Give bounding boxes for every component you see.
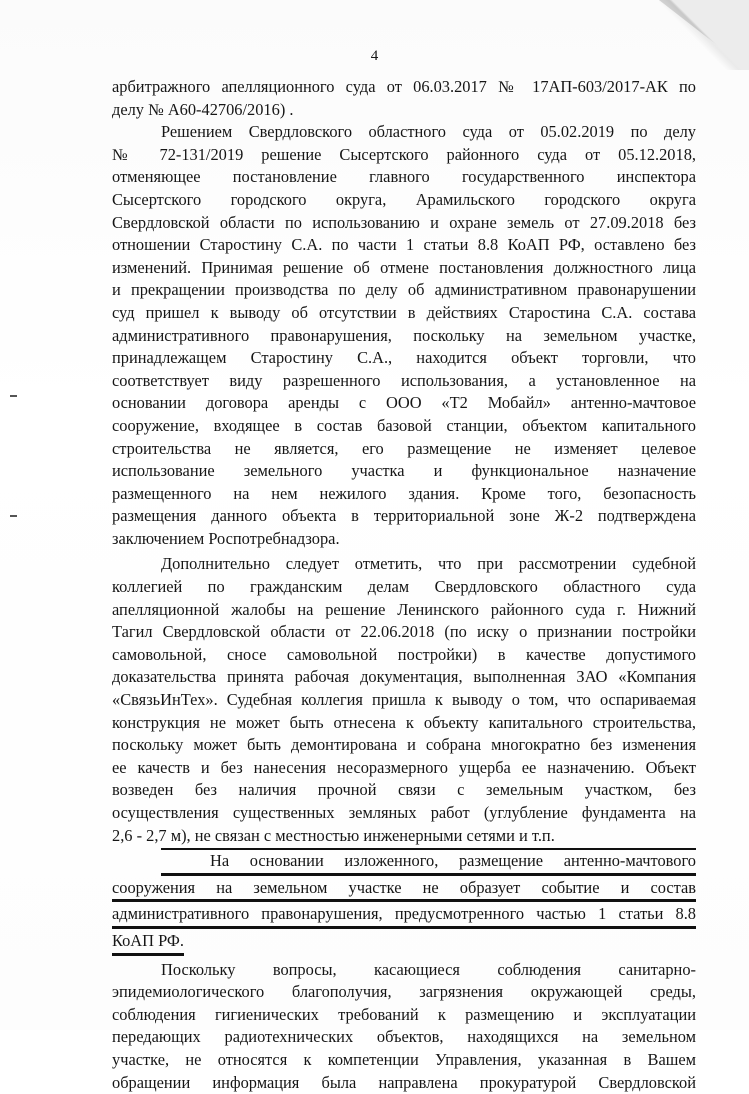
text-line: № 72-131/2019 решение Сысертского районного суда от 05.12.2018,	[112, 144, 696, 164]
text-line: отменяющее постановление главного государственного инспектора	[112, 167, 696, 187]
text-line: и прекращении производства по делу об административном правонарушении	[112, 280, 696, 300]
paragraph-cont	[112, 576, 696, 847]
text-line: административного правонарушения, поскольку на земельном участке,	[112, 325, 696, 345]
text-line	[112, 929, 696, 956]
text-line: строительства не является, его размещение не изменяет целевое	[112, 438, 696, 458]
text-line: доказательства принята рабочая документация, выполненная ЗАО «Компания	[112, 667, 696, 687]
text-line: конструкция не может быть отнесена к объекту капитального строительства,	[112, 712, 696, 732]
paragraph-cont	[112, 144, 696, 551]
text-line: Сысертского городского округа, Арамильского городского округа	[112, 189, 696, 209]
text-line: Свердловской области по использованию и охране земель от 27.09.2018 без	[112, 212, 696, 232]
text-line: апелляционной жалобы на решение Ленинского районного суда г. Нижний	[112, 599, 696, 619]
paragraph-cont	[112, 981, 696, 1094]
text-line: ее качеств и без нанесения несоразмерного ущерба ее назначению. Объект	[112, 757, 696, 777]
text-line: обращении информация была направлена прокуратурой Свердловской	[112, 1072, 696, 1092]
text-line: Тагил Свердловской области от 22.06.2018 (по иску о признании постройки	[112, 622, 696, 642]
paragraph	[112, 959, 696, 982]
text-line: поскольку может быть демонтирована и собрана многократно без изменения	[112, 735, 696, 755]
underlined-text-line: сооружения на земельном участке не образует событие и состав	[112, 877, 696, 903]
text-line: использование земельного участка и функциональное назначение	[112, 461, 696, 481]
page-number: 4	[370, 48, 379, 64]
text-line: размещения данного объекта в территориальной зоне Ж-2 подтверждена	[112, 506, 696, 526]
text-line: коллегией по гражданским делам Свердловского областного суда	[112, 577, 696, 597]
paragraph	[112, 76, 696, 121]
paragraph	[112, 121, 696, 144]
text-line: изменений. Принимая решение об отмене постановления должностного лица	[112, 257, 696, 277]
highlighted-paragraph	[112, 847, 696, 876]
text-line: арбитражного апелляционного суда от 06.03.2017 № 17АП-603/2017-АК по	[112, 77, 696, 96]
text-line: возведен без наличия прочной связи с земельным участком, без	[112, 780, 696, 800]
highlighted-paragraph-cont	[112, 877, 696, 956]
text-line: соответствует виду разрешенного использования, а установленное на	[112, 370, 696, 390]
document-body	[112, 76, 696, 1094]
text-line: делу № А60-42706/2016) .	[112, 99, 294, 119]
text-line: суд пришел к выводу об отсутствии в действиях Старостина С.А. состава	[112, 302, 696, 322]
text-line: «СвязьИнТех». Судебная коллегия пришла к выводу о том, что оспариваемая	[112, 690, 696, 710]
text-line: эпидемиологического благополучия, загрязнения окружающей среды,	[112, 982, 696, 1002]
paragraph	[112, 553, 696, 576]
underlined-text-line: административного правонарушения, предусмотренного частью 1 статьи 8.8	[112, 903, 696, 929]
text-line: принадлежащем Старостину С.А., находится объект торговли, что	[112, 348, 696, 368]
text-line: Дополнительно следует отметить, что при рассмотрении судебной	[161, 554, 696, 574]
text-line: Решением Свердловского областного суда от 05.02.2019 по делу	[161, 122, 696, 142]
text-line: заключением Роспотребнадзора.	[112, 528, 340, 548]
text-line: соблюдения гигиенических требований к размещению и эксплуатации	[112, 1004, 696, 1024]
text-line: размещенного на нем нежилого здания. Кроме того, безопасность	[112, 483, 696, 503]
text-line: Поскольку вопросы, касающиеся соблюдения санитарно-	[161, 959, 696, 979]
underlined-text-line: КоАП РФ.	[112, 930, 184, 956]
text-line: осуществления существенных земляных работ (углубление фундамента на	[112, 803, 696, 822]
margin-mark	[10, 515, 17, 517]
text-line: участке, не относятся к компетенции Управления, указанная в Вашем	[112, 1049, 696, 1069]
text-line: сооружение, входящее в состав базовой станции, объектом капитального	[112, 415, 696, 435]
text-line: передающих радиотехнических объектов, находящихся на земельном	[112, 1027, 696, 1047]
text-line: основании договора аренды с ООО «Т2 Мобайл» антенно-мачтовое	[112, 393, 696, 413]
margin-mark	[10, 395, 17, 397]
text-line: самовольной, сносе самовольной постройки) в качестве допустимого	[112, 644, 696, 664]
underlined-text-line: На основании изложенного, размещение антенно-мачтового	[161, 848, 696, 876]
text-line: 2,6 - 2,7 м), не связан с местностью инженерными сетями и т.п.	[112, 825, 555, 845]
text-line: отношении Старостину С.А. по части 1 статьи 8.8 КоАП РФ, оставлено без	[112, 235, 696, 255]
